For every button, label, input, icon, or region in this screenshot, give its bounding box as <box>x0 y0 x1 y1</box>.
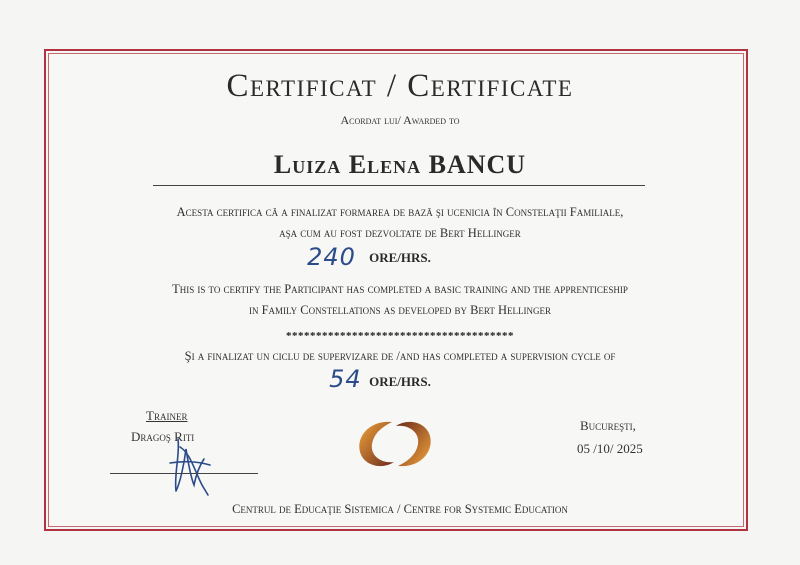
romanian-text-line-1: Acesta certifica că a finalizat formarea de bază şi ucenicia în Constelaţii Familiale, <box>176 205 624 219</box>
english-text-line-1: This is to certify the Participant has completed a basic training and the apprenticeship <box>172 282 628 296</box>
issue-date: 05 /10/ 2025 <box>577 441 643 456</box>
training-hours-label: ORE/HRS. <box>369 250 431 265</box>
recipient-name: Luiza Elena BANCU <box>273 150 527 179</box>
supervision-hours-label: ORE/HRS. <box>369 374 431 389</box>
english-text-line-2: in Family Constellations as developed by Bert Hellinger <box>248 303 552 317</box>
supervision-hours-handwritten: 54 <box>329 365 362 393</box>
training-hours-handwritten: 240 <box>307 243 356 271</box>
certificate-title: Certificat / Certificate <box>226 68 574 104</box>
city: Bucureşti, <box>580 418 636 433</box>
supervision-text: Şi a finalizat un ciclu de supervizare de /and has completed a supervision cycle of <box>184 349 616 363</box>
trainer-title: Trainer <box>146 408 188 423</box>
awarded-to-label: Acordat lui/ Awarded to <box>340 113 460 127</box>
signature-icon <box>150 425 230 505</box>
supervision-hours-row <box>0 365 800 393</box>
star-separator: ************************************** <box>286 330 514 342</box>
name-underline <box>153 185 645 186</box>
romanian-text-line-2: aşa cum au fost dezvoltate de Bert Hellinger <box>279 226 521 240</box>
training-hours-row <box>0 243 800 271</box>
trainer-name: Dragoş Riti <box>131 429 195 444</box>
organization-footer: Centrul de Educaţie Sistemica / Centre for Systemic Education <box>232 502 568 516</box>
centre-logo-icon <box>352 416 438 472</box>
signature-line <box>110 473 258 474</box>
